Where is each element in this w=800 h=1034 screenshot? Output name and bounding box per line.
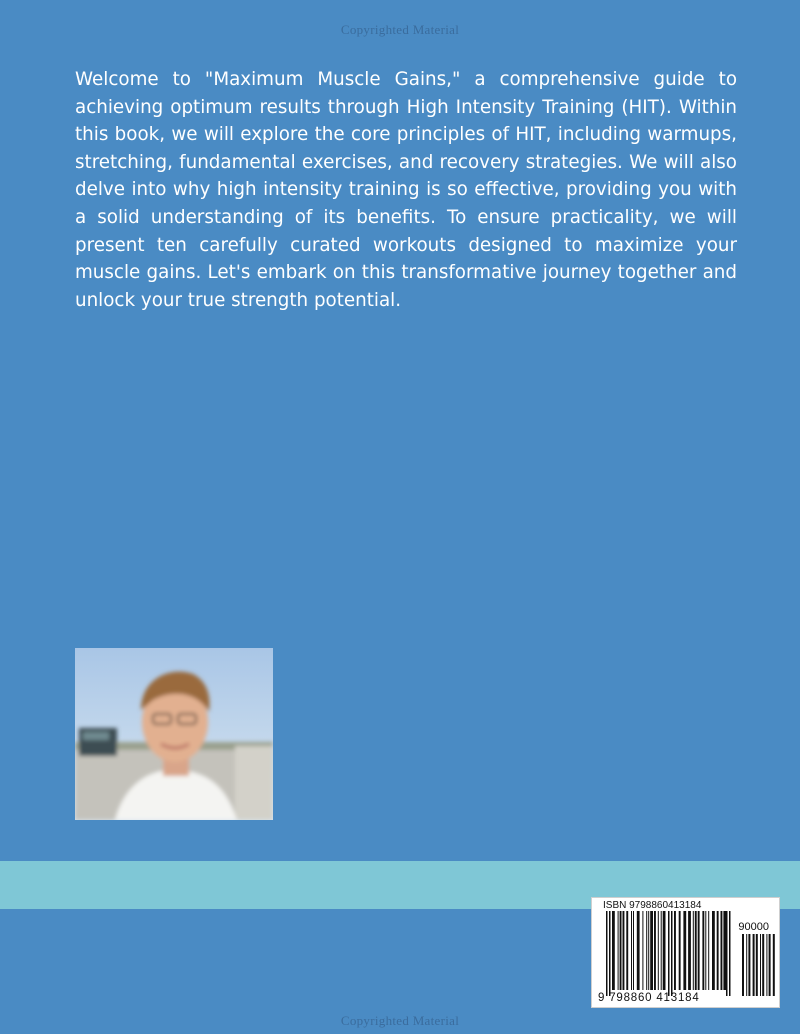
barcode-bar [606, 911, 608, 996]
barcode-bar [693, 911, 694, 990]
barcode-bar [642, 911, 643, 990]
barcode-bar [637, 911, 640, 990]
barcode-bar [742, 934, 744, 996]
barcode-bar [708, 911, 709, 990]
price-code: 90000 [738, 921, 769, 933]
barcode-bar [726, 911, 728, 996]
barcode-bar [663, 911, 666, 990]
barcode-bar [723, 911, 726, 990]
barcode-bar [631, 911, 632, 990]
barcode-bar [753, 934, 755, 996]
barcode-bar [721, 911, 723, 990]
author-photo [75, 648, 273, 820]
barcode-bar [646, 911, 647, 990]
barcode-box [591, 897, 780, 1008]
barcode-bar [688, 911, 691, 990]
barcode-bar [679, 911, 681, 990]
barcode-bar [609, 911, 611, 996]
barcode-bar [620, 911, 622, 990]
barcode-bar [661, 911, 662, 990]
barcode-bar [658, 911, 659, 990]
barcode-bar [712, 911, 715, 990]
barcode-bar [626, 911, 628, 990]
barcode-bar [695, 911, 697, 990]
barcode-bar [683, 911, 686, 990]
barcode-bar [762, 934, 764, 996]
barcode-bar [674, 911, 676, 990]
ean-digits: 9 798860 413184 [598, 992, 700, 1004]
barcode-bar [618, 911, 619, 990]
barcode-bar [633, 911, 634, 990]
barcode-bar [773, 934, 775, 996]
barcode-bar [671, 911, 673, 996]
barcode-bar [756, 934, 758, 996]
barcode-bar [612, 911, 615, 990]
barcode-bar [717, 911, 719, 990]
barcode-bar [650, 911, 653, 990]
barcode-bar [729, 911, 731, 996]
barcode-bar [668, 911, 670, 996]
barcode-bar [705, 911, 706, 990]
barcode-bar [746, 934, 747, 996]
barcode-bar [769, 934, 771, 996]
barcode-bar [623, 911, 625, 990]
barcode-bar [760, 934, 761, 996]
isbn-label: ISBN 9798860413184 [603, 900, 702, 911]
barcode-bar [648, 911, 649, 990]
barcode-bar [702, 911, 704, 990]
watermark-top: Copyrighted Material [340, 22, 460, 37]
watermark-bottom: Copyrighted Material [340, 1013, 460, 1028]
barcode-bar [654, 911, 656, 990]
back-cover-blurb: Welcome to "Maximum Muscle Gains," a comprehensive guide to achieving optimum results through High Intensity Training (HIT). Within this book, we will explore the core principles of HIT, including warmups, stretching, fundamental exercises, and recovery strategies. We will also delve into why high intensity training is so effective, providing you with a solid understanding of its benefits. To ensure practicality, we will present ten carefully curated workouts designed to maximize your muscle gains. Let's embark on this transformative journey together and unlock your true strength potential. [75, 69, 737, 311]
barcode-bar [766, 934, 767, 996]
barcode-bar [748, 934, 750, 996]
barcode-bar [698, 911, 700, 990]
